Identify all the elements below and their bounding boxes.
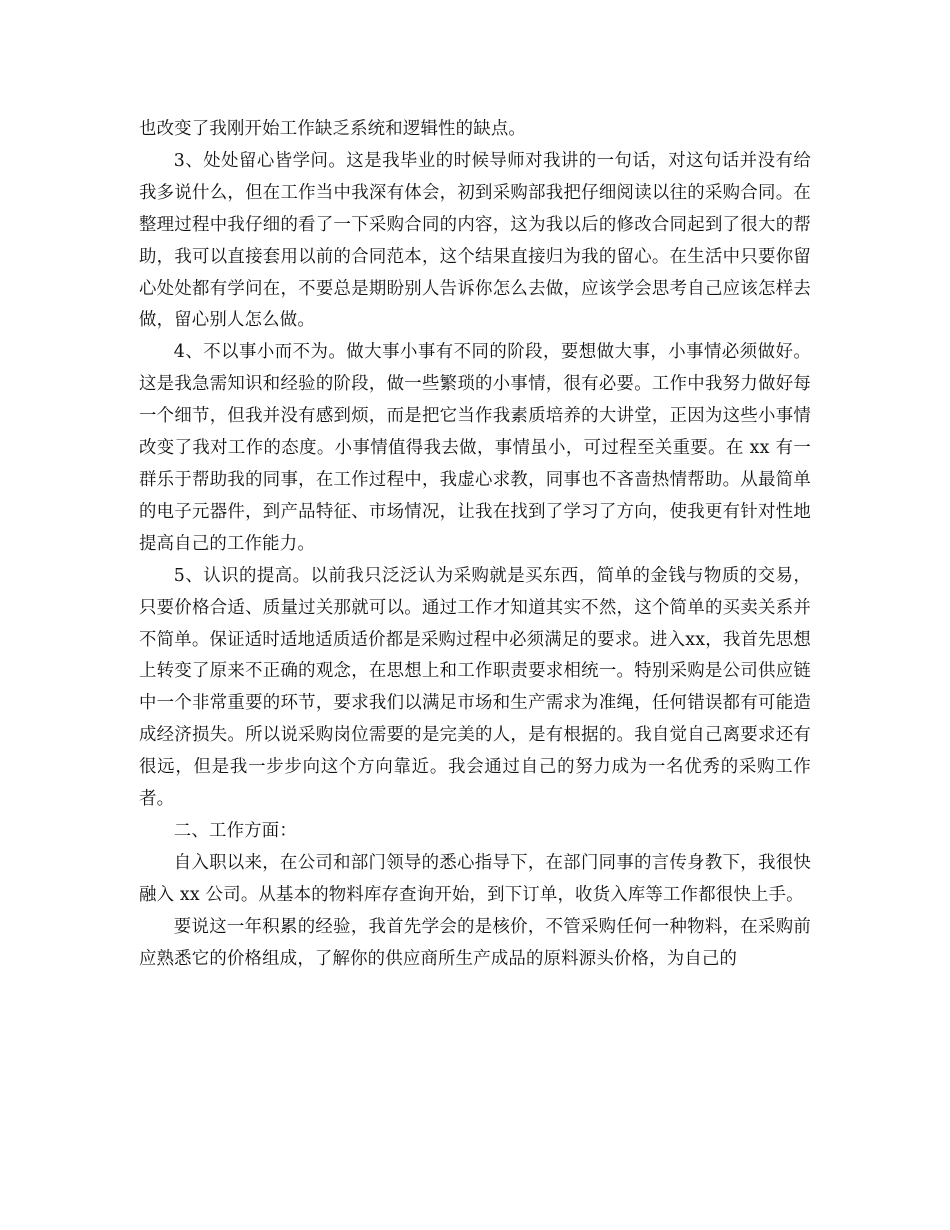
paragraph-work-experience: 要说这一年积累的经验，我首先学会的是核价，不管采购任何一种物料，在采购前应熟悉它的价格组成，了解你的供应商所生产成品的原料源头价格，为自己的 — [139, 916, 811, 969]
paragraph-point-4: 4、不以事小而不为。做大事小事有不同的阶段，要想做大事，小事情必须做好。这是我急需知识和经验的阶段，做一些繁琐的小事情，很有必要。工作中我努力做好每一个细节，但我并没有感到烦，而是把它当作我素质培养的大讲堂，正因为这些小事情改变了我对工作的态度。小事情值得我去做，事情虽小，可过程至关重要。在 xx 有一群乐于帮助我的同事，在工作过程中，我虚心求教，同事也不吝啬热情帮助。从最简单的电子元器件，到产品特征、市场情况，让我在找到了学习了方向，使我更有针对性地提高自己的工作能力。 — [139, 342, 811, 554]
section-heading-work: 二、工作方面： — [173, 820, 297, 841]
paragraph-point-3: 3、处处留心皆学问。这是我毕业的时候导师对我讲的一句话，对这句话并没有给我多说什么，但在工作当中我深有体会，初到采购部我把仔细阅读以往的采购合同。在整理过程中我仔细的看了一下采购合同的内容，这为我以后的修改合同起到了很大的帮助，我可以直接套用以前的合同范本，这个结果直接归为我的留心。在生活中只要你留心处处都有学问在，不要总是期盼别人告诉你怎么去做，应该学会思考自己应该怎样去做，留心别人怎么做。 — [139, 150, 811, 331]
document-body — [139, 114, 811, 975]
paragraph-point-5: 5、认识的提高。以前我只泛泛认为采购就是买东西，简单的金钱与物质的交易，只要价格合适、质量过关那就可以。通过工作才知道其实不然，这个简单的买卖关系并不简单。保证适时适地适质适价都是采购过程中必须满足的要求。进入xx，我首先思想上转变了原来不正确的观念，在思想上和工作职责要求相统一。特别采购是公司供应链中一个非常重要的环节，要求我们以满足市场和生产需求为准绳，任何错误都有可能造成经济损失。所以说采购岗位需要的是完美的人，是有根据的。我自觉自己离要求还有很远，但是我一步步向这个方向靠近。我会通过自己的努力成为一名优秀的采购工作者。 — [139, 565, 811, 810]
paragraph-work-intro: 自入职以来，在公司和部门领导的悉心指导下，在部门同事的言传身教下，我很快融入 xx 公司。从基本的物料库存查询开始，到下订单，收货入库等工作都很快上手。 — [139, 852, 811, 905]
paragraph-continuation: 也改变了我刚开始工作缺乏系统和逻辑性的缺点。 — [139, 119, 526, 139]
